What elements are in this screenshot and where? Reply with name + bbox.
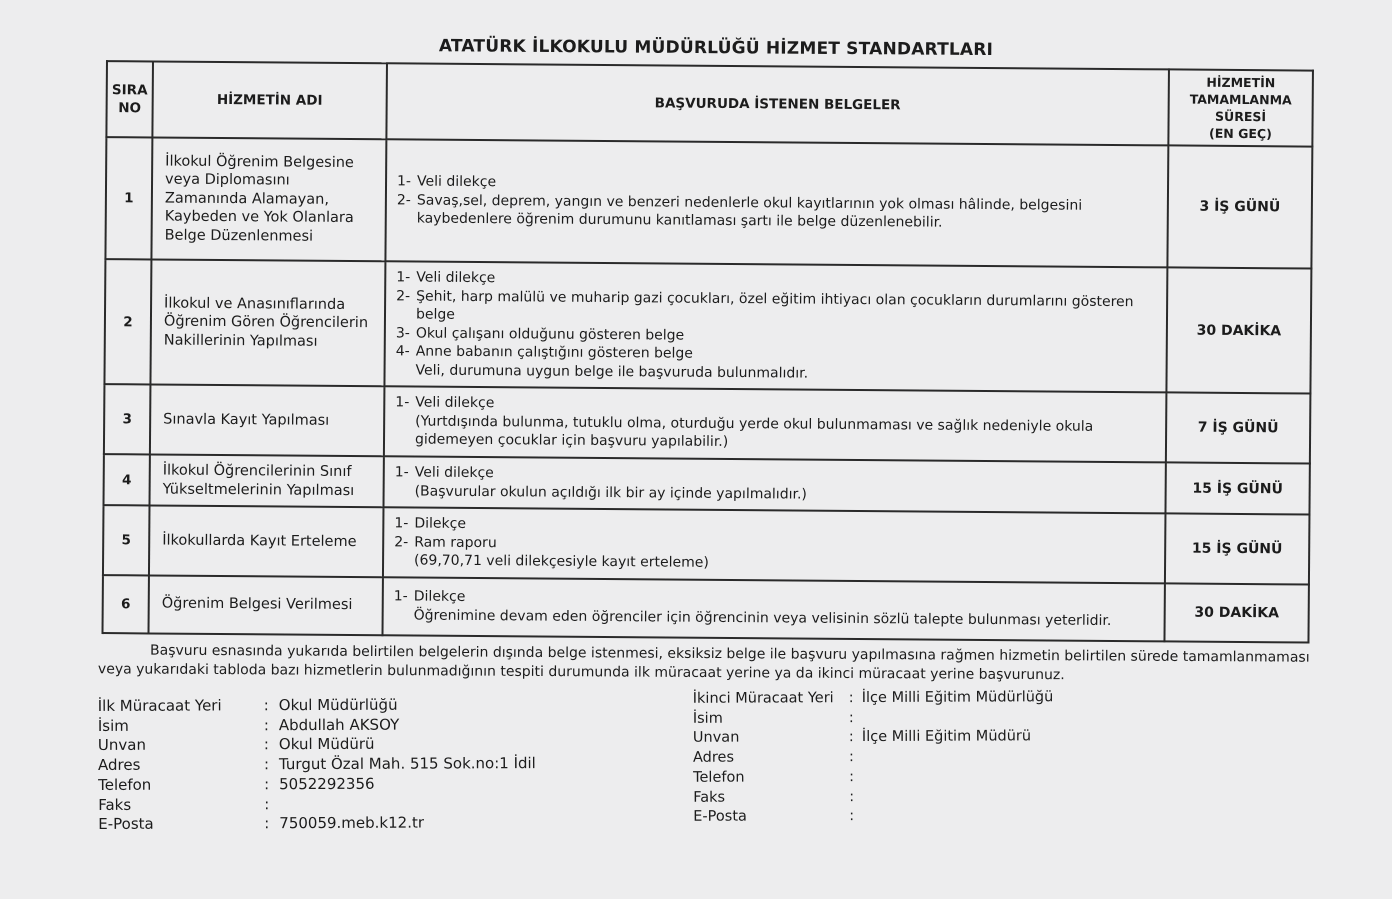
contact-sep: : [263, 715, 269, 734]
doc-text: Dilekçe [413, 588, 466, 605]
doc-text: Savaş,sel, deprem, yangın ve benzeri nedenlerle okul kayıtlarının yok olması hâlinde, belgesini [416, 192, 1083, 214]
header-completion-time [1168, 69, 1313, 146]
doc-number: 1- [394, 464, 409, 481]
row-number: 5 [103, 505, 150, 575]
contact-label: Faks [693, 789, 726, 806]
contact-sep: : [263, 735, 270, 754]
contact-sep: : [264, 814, 270, 833]
contact-label: İsim [692, 710, 723, 727]
doc-number: 1- [396, 269, 411, 286]
table-row [103, 505, 1310, 584]
table-row [105, 137, 1312, 268]
doc-text: Veli dilekçe [416, 269, 496, 287]
contact-label: Adres [97, 755, 141, 775]
doc-text: Veli dilekçe [415, 394, 495, 412]
contact-sep: : [848, 690, 854, 707]
completion-time-cell: 30 DAKİKA [1164, 583, 1308, 642]
contact-sep: : [264, 775, 270, 794]
doc-number: 2- [396, 287, 411, 304]
completion-time-cell: 30 DAKİKA [1166, 267, 1311, 393]
contact-label: Adres [692, 749, 735, 766]
doc-number: 1- [395, 394, 410, 411]
contact-label: Telefon [693, 769, 745, 786]
first-contact-block [98, 695, 536, 835]
contact-label: Telefon [98, 775, 152, 794]
contact-label: İsim [97, 716, 129, 735]
service-name-line: Öğrenim Belgesi Verilmesi [161, 595, 353, 614]
contact-value: Turgut Özal Mah. 515 Sok.no:1 İdil [278, 754, 536, 774]
contact-value: 750059.meb.k12.tr [279, 813, 425, 833]
completion-time-cell: 15 İŞ GÜNÜ [1165, 462, 1309, 514]
contact-sep: : [263, 755, 270, 774]
second-contact-block [693, 688, 1054, 827]
header-dur-line: TAMAMLANMA [1189, 91, 1292, 108]
required-docs-cell [383, 456, 1165, 513]
header-service-name: HİZMETİN ADI [152, 61, 387, 139]
contact-label: E-Posta [693, 808, 747, 826]
doc-text: (Yurtdışında bulunma, tutuklu olma, oturduğu yerde okul bulunmaması ve sağlık nedeniyle okula [415, 413, 1094, 435]
contact-row [98, 695, 536, 717]
row-number: 6 [103, 575, 149, 633]
contact-row [693, 708, 1054, 729]
required-docs-cell [382, 577, 1164, 641]
service-name-line: İlkokul Öğrenim Belgesine [165, 153, 354, 171]
doc-text: Şehit, harp malülü ve muharip gazi çocukları, özel eğitim ihtiyacı olan çocukların durumlarını gösteren [416, 288, 1134, 310]
header-sira-no [106, 61, 153, 137]
contact-row [98, 754, 536, 776]
header-required-docs: BAŞVURUDA İSTENEN BELGELER [386, 63, 1169, 145]
doc-text: Okul çalışanı olduğunu gösteren belge [415, 325, 685, 344]
required-docs-cell [384, 386, 1167, 462]
doc-text: (Başvurular okulun açıldığı ilk bir ay içinde yapılmalıdır.) [414, 483, 807, 503]
contact-sep: : [848, 709, 854, 726]
header-no-line: NO [118, 100, 142, 117]
service-name-line: Sınavla Kayıt Yapılması [163, 411, 330, 429]
doc-text: Veli dilekçe [414, 464, 494, 482]
service-name-cell [150, 384, 385, 456]
table-header-row [106, 61, 1313, 146]
doc-text: kaybedenlere öğrenim durumunu kanıtlaması şartı ile belge düzenlenebilir. [416, 210, 943, 231]
contact-row [693, 787, 1054, 808]
contact-value: Okul Müdürlüğü [278, 695, 398, 715]
contact-sep: : [848, 729, 854, 746]
contact-sep: : [263, 696, 269, 715]
contact-sep: : [848, 749, 854, 766]
doc-text: belge [415, 306, 455, 323]
contact-row [98, 715, 536, 737]
doc-number: 3- [395, 324, 410, 341]
notice-paragraph: Başvuru esnasında yukarıda belirtilen belgelerin dışında belge istenmesi, eksiksiz belge ile başvuru yapılmasına rağmen hizmetin belirtilen sürede tamamlanmaması veya yukarıdaki tabloda bazı hizmetlerin bulunmadığının tespiti durumunda ilk müracaat yerine ya da ikinci müracaat yerine başvurunuz. [97, 642, 1310, 684]
table-row [104, 384, 1311, 463]
contact-row [98, 734, 536, 756]
completion-time-cell: 3 İŞ GÜNÜ [1167, 145, 1312, 268]
required-docs-cell [383, 507, 1166, 583]
page-title: ATATÜRK İLKOKULU MÜDÜRLÜĞÜ HİZMET STANDARTLARI [438, 36, 994, 61]
doc-text: Veli dilekçe [416, 173, 497, 191]
contact-row [693, 728, 1054, 749]
doc-text: (69,70,71 veli dilekçesiyle kayıt erteleme) [414, 552, 709, 571]
contact-label: İlk Müracaat Yeri [97, 696, 222, 715]
service-name-line: İlkokul ve Anasınıflarında [164, 295, 346, 313]
header-dur-line: HİZMETİN [1206, 74, 1276, 91]
doc-text: Anne babanın çalıştığını gösteren belge [415, 343, 694, 362]
contact-value: Okul Müdürü [278, 735, 375, 754]
doc-number: 2- [396, 192, 411, 209]
service-name-cell [149, 505, 384, 576]
doc-number: 1- [394, 515, 409, 532]
contact-label: Unvan [97, 736, 147, 755]
service-name-line: Zamanında Alamayan, [164, 190, 330, 208]
contact-row [98, 774, 536, 796]
row-number: 4 [104, 454, 150, 505]
service-name-cell [150, 454, 384, 507]
contact-label: Unvan [692, 729, 740, 747]
contact-label: İkinci Müracaat Yeri [692, 690, 834, 707]
contact-value: 5052292356 [279, 774, 375, 793]
service-name-line: Belge Düzenlenmesi [164, 227, 314, 245]
header-dur-line: (EN GEÇ) [1209, 125, 1272, 142]
table-body [103, 137, 1313, 642]
contact-sep: : [849, 808, 855, 825]
completion-time-cell: 15 İŞ GÜNÜ [1165, 513, 1310, 584]
contact-label: Faks [98, 795, 132, 814]
service-name-cell [150, 259, 385, 386]
completion-time-cell: 7 İŞ GÜNÜ [1166, 392, 1311, 463]
required-docs-cell [384, 261, 1167, 392]
service-name-line: veya Diplomasını [164, 171, 290, 189]
doc-text: Öğrenimine devam eden öğrenciler için öğrencinin veya velisinin sözlü talepte bulunması yeterlidir. [413, 607, 1112, 629]
contact-value: İlçe Milli Eğitim Müdürlüğü [861, 689, 1054, 707]
service-name-line: İlkokullarda Kayıt Erteleme [162, 532, 357, 550]
row-number: 2 [104, 259, 151, 384]
service-name-line: Kaybeden ve Yok Olanlara [164, 208, 354, 227]
header-dur-line: SÜRESİ [1215, 108, 1267, 125]
service-standards-table-wrapper [91, 60, 1317, 643]
contact-row [693, 767, 1054, 788]
table-row [104, 259, 1311, 393]
service-name-cell [151, 137, 386, 261]
contact-sep: : [849, 788, 855, 805]
doc-number: 4- [395, 343, 410, 360]
table-row [103, 575, 1309, 642]
service-name-cell [149, 575, 383, 635]
row-number: 3 [104, 384, 151, 454]
doc-number: 1- [393, 588, 408, 605]
header-no-line: SIRA [111, 82, 148, 99]
contact-label: E-Posta [98, 814, 154, 834]
service-name-line: Öğrenim Gören Öğrencilerin [163, 313, 369, 332]
doc-number: 1- [396, 173, 412, 190]
doc-text: gidemeyen çocuklar için başvuru yapılabilir.) [414, 431, 729, 451]
doc-text: Dilekçe [414, 515, 467, 532]
service-name-line: Yükseltmelerinin Yapılması [162, 481, 355, 499]
contact-sep: : [264, 794, 270, 813]
doc-text: Ram raporu [414, 534, 497, 551]
table-row [104, 454, 1310, 514]
service-standards-table [101, 60, 1313, 643]
row-number: 1 [105, 137, 152, 259]
service-name-line: Nakillerinin Yapılması [163, 332, 318, 350]
doc-number: 2- [394, 533, 409, 550]
contact-row [98, 794, 536, 816]
contact-value: Abdullah AKSOY [278, 715, 400, 734]
contact-sep: : [849, 768, 855, 785]
contact-row [693, 806, 1054, 827]
required-docs-cell [385, 139, 1168, 267]
service-name-line: İlkokul Öğrencilerinin Sınıf [162, 462, 352, 481]
contact-row [693, 747, 1054, 768]
doc-text: Veli, durumuna uygun belge ile başvuruda bulunmalıdır. [415, 362, 809, 382]
contact-row [98, 813, 536, 835]
contact-value: İlçe Milli Eğitim Müdürü [861, 728, 1032, 746]
contact-row [693, 688, 1054, 709]
